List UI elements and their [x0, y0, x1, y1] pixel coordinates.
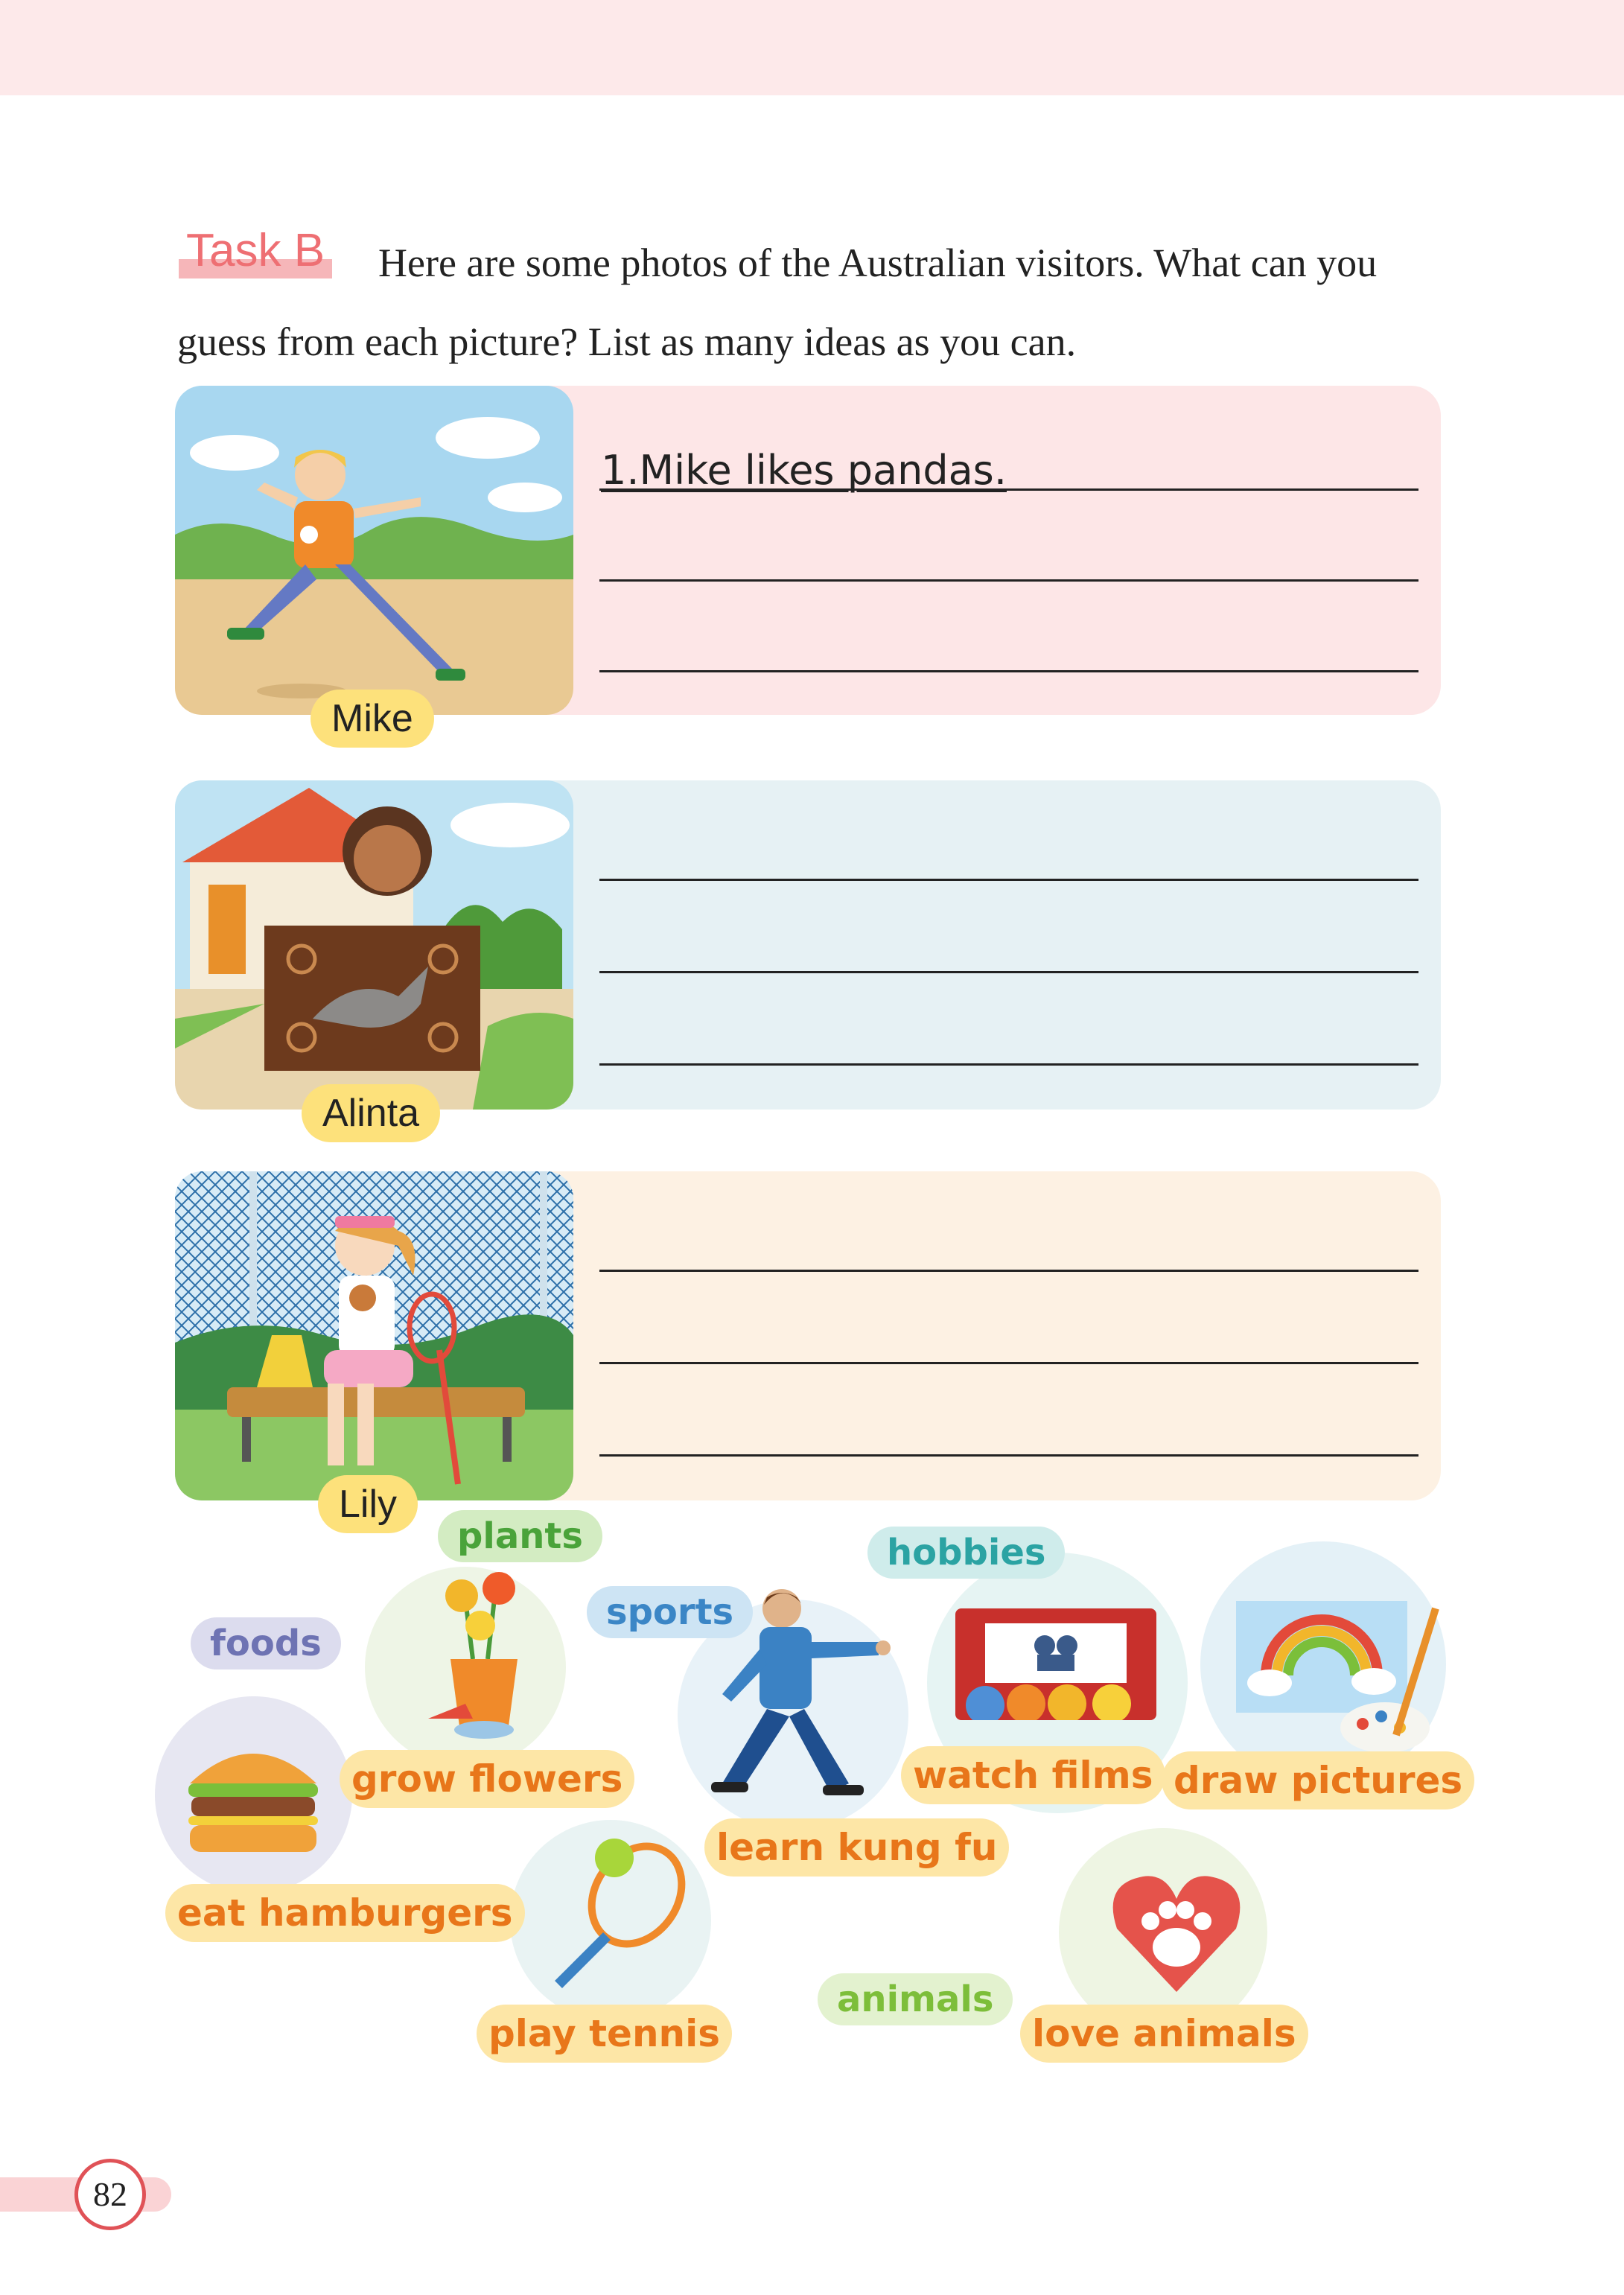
activity-grow-flowers: grow flowers — [340, 1750, 634, 1808]
task-instruction: Here are some photos of the Australian visitors. What can you guess from each picture? List as many ideas as you can. — [177, 241, 1378, 364]
activity-play-tennis: play tennis — [477, 2005, 732, 2063]
flower-pot-icon — [421, 1570, 540, 1745]
answer-line[interactable] — [599, 488, 1418, 491]
answer-line[interactable] — [599, 670, 1418, 672]
alinta-photo — [175, 780, 573, 1110]
answer-line[interactable] — [599, 1454, 1418, 1457]
paw-heart-icon — [1109, 1869, 1244, 1999]
activity-eat-hamburgers: eat hamburgers — [165, 1884, 525, 1942]
mike-panel — [175, 386, 1441, 740]
answer-line[interactable] — [599, 971, 1418, 973]
mike-answer-1: 1.Mike likes pandas. — [601, 447, 1007, 494]
alinta-panel — [175, 780, 1441, 1135]
mike-name-tag: Mike — [311, 690, 434, 748]
mike-photo — [175, 386, 573, 715]
task-label: Task B — [179, 223, 332, 278]
category-animals: animals — [818, 1973, 1013, 2025]
answer-line[interactable] — [599, 1063, 1418, 1066]
page-number: 82 — [74, 2159, 146, 2230]
activity-learn-kung-fu: learn kung fu — [704, 1818, 1009, 1877]
answer-line[interactable] — [599, 579, 1418, 582]
cinema-icon — [955, 1608, 1156, 1724]
lily-panel — [175, 1171, 1441, 1526]
answer-line[interactable] — [599, 1362, 1418, 1364]
category-sports: sports — [587, 1586, 753, 1638]
category-hobbies: hobbies — [867, 1527, 1065, 1579]
category-foods: foods — [191, 1617, 341, 1669]
tennis-racket-icon — [544, 1832, 692, 1992]
alinta-name-tag: Alinta — [302, 1084, 440, 1142]
rainbow-painting-icon — [1236, 1586, 1445, 1761]
activity-draw-pictures: draw pictures — [1162, 1751, 1474, 1809]
lily-photo — [175, 1171, 573, 1500]
activity-watch-films: watch films — [901, 1746, 1165, 1804]
hamburger-icon — [182, 1731, 324, 1862]
lily-name-tag: Lily — [318, 1475, 418, 1533]
category-plants: plants — [438, 1510, 602, 1562]
answer-line[interactable] — [599, 879, 1418, 881]
top-band — [0, 0, 1624, 95]
activity-love-animals: love animals — [1020, 2005, 1308, 2063]
answer-line[interactable] — [599, 1270, 1418, 1272]
